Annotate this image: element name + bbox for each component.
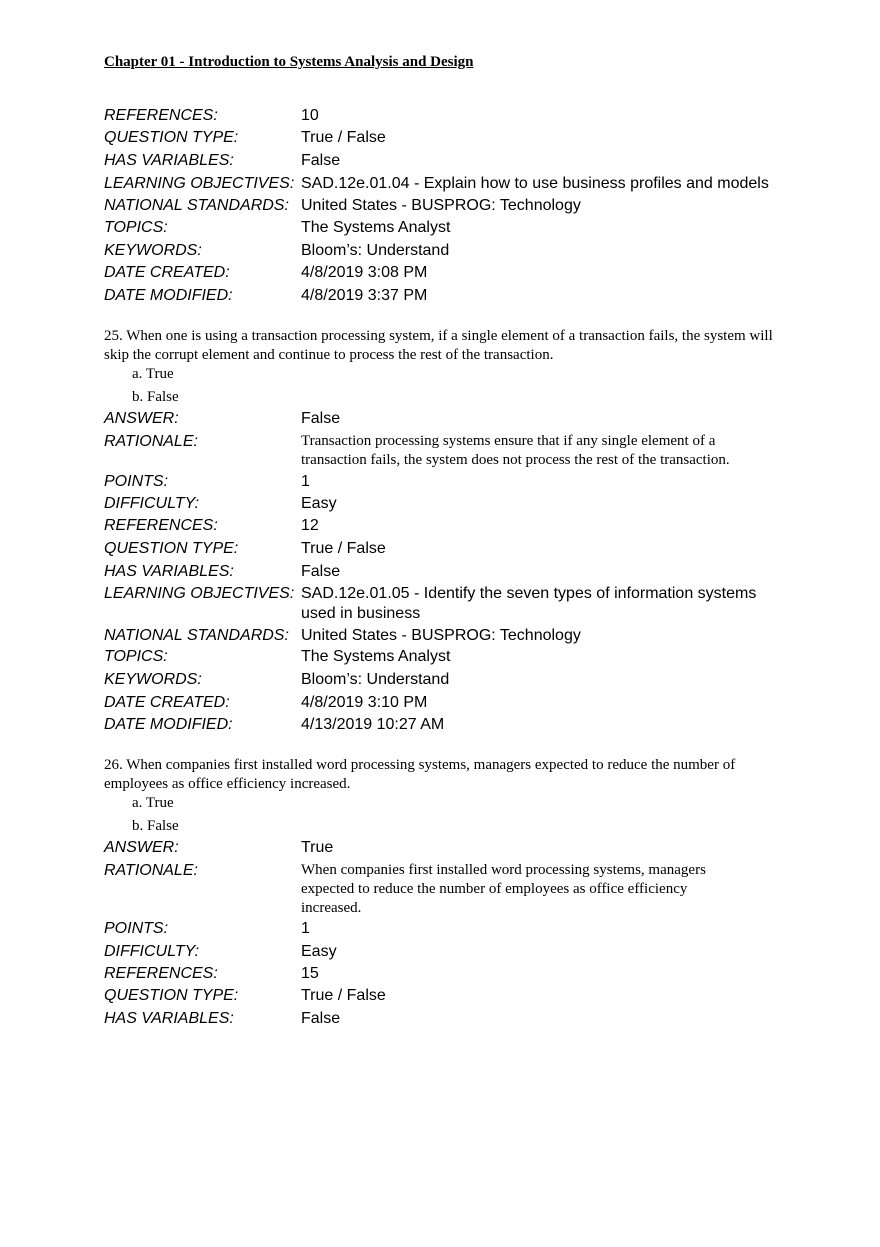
field-value: The Systems Analyst	[301, 219, 451, 236]
field-label: QUESTION TYPE:	[104, 987, 239, 1004]
field-value: Bloom’s: Understand	[301, 242, 450, 259]
q25-question-text: 25. When one is using a transaction processing system, if a single element of a transaction fails, the system will skip the corrupt element and continue to process the rest of the transaction.	[104, 328, 773, 363]
field-value: 1	[301, 473, 310, 490]
field-label: KEYWORDS:	[104, 671, 202, 688]
field-label: HAS VARIABLES:	[104, 563, 234, 580]
q25-date-modified-row	[104, 715, 804, 737]
field-label: DIFFICULTY:	[104, 943, 200, 960]
q26-option-b: b. False	[132, 818, 179, 834]
field-value: United States - BUSPROG: Technology	[301, 627, 581, 644]
field-value: Easy	[301, 943, 337, 960]
q26-has-variables-row	[104, 1009, 804, 1031]
field-value: 4/8/2019 3:08 PM	[301, 264, 428, 281]
field-label: KEYWORDS:	[104, 242, 202, 259]
field-value: False	[301, 1010, 341, 1027]
q26-points-row	[104, 919, 804, 941]
q24-keywords-row	[104, 241, 804, 263]
field-value: False	[301, 152, 341, 169]
field-label: DATE MODIFIED:	[104, 287, 233, 304]
field-value: 4/8/2019 3:10 PM	[301, 694, 428, 711]
field-value: SAD.12e.01.05 - Identify the seven types of information systems used in business	[301, 585, 757, 622]
field-label: POINTS:	[104, 473, 169, 490]
field-value: True / False	[301, 987, 386, 1004]
q26-option-a: a. True	[132, 795, 174, 811]
q25-option-b: b. False	[132, 389, 179, 405]
field-value: False	[301, 410, 341, 427]
field-label: RATIONALE:	[104, 862, 198, 879]
q24-date-created-row	[104, 263, 804, 285]
q26-references-row	[104, 964, 804, 986]
field-value: True	[301, 839, 334, 856]
q25-topics-row	[104, 647, 804, 669]
field-value: SAD.12e.01.04 - Explain how to use business profiles and models	[301, 175, 769, 192]
field-value: 4/13/2019 10:27 AM	[301, 716, 445, 733]
field-value: 1	[301, 920, 310, 937]
field-value: Bloom’s: Understand	[301, 671, 450, 688]
field-label: LEARNING OBJECTIVES:	[104, 175, 295, 192]
q24-has-variables-row	[104, 151, 804, 173]
field-label: TOPICS:	[104, 219, 168, 236]
q25-has-variables-row	[104, 562, 804, 584]
chapter-title: Chapter 01 - Introduction to Systems Analysis and Design	[104, 54, 474, 70]
field-value: Easy	[301, 495, 337, 512]
q26-difficulty-row	[104, 942, 804, 964]
field-label: HAS VARIABLES:	[104, 1010, 234, 1027]
q25-keywords-row	[104, 670, 804, 692]
q24-learning-objectives-row	[104, 174, 804, 196]
field-label: REFERENCES:	[104, 965, 218, 982]
q25-points-row	[104, 472, 804, 494]
q25-references-row	[104, 516, 804, 538]
field-value: False	[301, 563, 341, 580]
field-label: DIFFICULTY:	[104, 495, 200, 512]
q25-learning-objectives-row	[104, 584, 804, 624]
q25-option-a: a. True	[132, 366, 174, 382]
q25-answer-row	[104, 409, 804, 431]
q26-rationale-row	[104, 861, 804, 921]
q24-date-modified-row	[104, 286, 804, 308]
field-label: HAS VARIABLES:	[104, 152, 234, 169]
field-value: 15	[301, 965, 319, 982]
field-value: The Systems Analyst	[301, 648, 451, 665]
field-label: QUESTION TYPE:	[104, 129, 239, 146]
q24-question-type-row	[104, 128, 804, 150]
q24-topics-row	[104, 218, 804, 240]
field-value: When companies first installed word processing systems, managers expected to reduce the number of employees as office efficiency increased.	[301, 862, 706, 916]
field-value: Transaction processing systems ensure that if any single element of a transaction fails, the system does not process the rest of the transaction.	[301, 433, 730, 468]
field-label: NATIONAL STANDARDS:	[104, 197, 289, 214]
field-label: DATE MODIFIED:	[104, 716, 233, 733]
q25-rationale-row	[104, 432, 804, 472]
field-value: True / False	[301, 540, 386, 557]
field-label: REFERENCES:	[104, 517, 218, 534]
q26-question-type-row	[104, 986, 804, 1008]
q24-references-row	[104, 106, 804, 128]
q25-difficulty-row	[104, 494, 804, 516]
field-label: DATE CREATED:	[104, 264, 230, 281]
field-label: LEARNING OBJECTIVES:	[104, 585, 295, 602]
q25-question-type-row	[104, 539, 804, 561]
field-label: NATIONAL STANDARDS:	[104, 627, 289, 644]
q25-date-created-row	[104, 693, 804, 715]
field-value: United States - BUSPROG: Technology	[301, 197, 581, 214]
field-value: True / False	[301, 129, 386, 146]
field-label: POINTS:	[104, 920, 169, 937]
q26-question-text: 26. When companies first installed word processing systems, managers expected to reduce the number of employees as office efficiency increased.	[104, 757, 736, 792]
field-label: REFERENCES:	[104, 107, 218, 124]
field-label: ANSWER:	[104, 410, 179, 427]
field-label: QUESTION TYPE:	[104, 540, 239, 557]
q26-answer-row	[104, 838, 804, 860]
field-value: 10	[301, 107, 319, 124]
field-label: DATE CREATED:	[104, 694, 230, 711]
field-value: 12	[301, 517, 319, 534]
q24-national-standards-row	[104, 196, 804, 218]
q25-national-standards-row	[104, 626, 804, 648]
field-label: TOPICS:	[104, 648, 168, 665]
field-label: ANSWER:	[104, 839, 179, 856]
field-value: 4/8/2019 3:37 PM	[301, 287, 428, 304]
field-label: RATIONALE:	[104, 433, 198, 450]
